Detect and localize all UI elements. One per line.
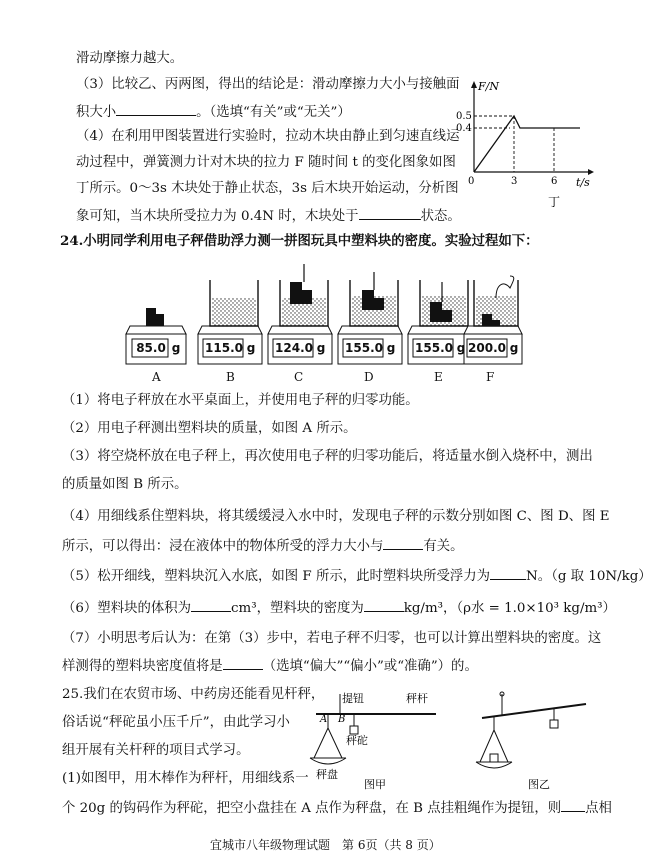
question-25-line bbox=[62, 798, 612, 818]
text-line: （4）在利用甲图装置进行实验时，拉动木块由静止到匀速直线运 bbox=[76, 129, 460, 144]
text-seg: 点相 bbox=[585, 801, 612, 816]
step-3: （3）将空烧杯放在电子秤上，再次使用电子秤的归零功能后，将适量水倒入烧杯中，测出 bbox=[62, 449, 593, 464]
answer-blank[interactable] bbox=[383, 536, 423, 550]
graph-xtick: 3 bbox=[511, 176, 518, 187]
step-3-cont: 的质量如图 B 所示。 bbox=[62, 477, 188, 492]
label-chenggan: 秤杆 bbox=[406, 692, 428, 705]
question-25-line: 组开展有关杆秤的项目式学习。 bbox=[62, 743, 250, 758]
page-footer: 宜城市八年级物理试题 第 6页（共 8 页） bbox=[210, 838, 441, 852]
step-7: （7）小明思考后认为：在第（3）步中，若电子秤不归零，也可以计算出塑料块的密度。这 bbox=[62, 631, 602, 646]
answer-blank[interactable] bbox=[223, 656, 263, 670]
answer-blank[interactable] bbox=[364, 598, 404, 612]
answer-blank[interactable] bbox=[359, 206, 421, 220]
text-seg: 有关。 bbox=[423, 539, 464, 554]
label-a: A bbox=[320, 714, 328, 725]
scale-d-label: D bbox=[364, 370, 374, 384]
graph-caption: 丁 bbox=[548, 195, 561, 209]
scale-e-label: E bbox=[434, 370, 443, 384]
scale-f-unit: g bbox=[509, 341, 519, 355]
answer-blank[interactable] bbox=[116, 102, 196, 116]
scale-d-reading: 155.0 bbox=[345, 341, 383, 355]
caption-yi: 图乙 bbox=[528, 778, 550, 791]
question-25: 25.我们在农贸市场、中药房还能看见杆秤， bbox=[62, 687, 325, 702]
figure-jia bbox=[310, 691, 436, 791]
text-seg: 。（选填“有关”或“无关”） bbox=[196, 105, 351, 120]
question-25-line: 俗话说“秤砣虽小压千斤”，由此学习小 bbox=[62, 715, 290, 730]
scale-c-reading: 124.0 bbox=[275, 341, 313, 355]
caption-jia: 图甲 bbox=[364, 778, 386, 791]
scale-c-unit: g bbox=[316, 341, 326, 355]
text-line: 滑动摩擦力越大。 bbox=[76, 51, 184, 66]
label-chengtuo: 秤砣 bbox=[346, 734, 368, 747]
text-seg: 样测得的塑料块密度值将是 bbox=[62, 659, 223, 674]
step-6 bbox=[62, 598, 616, 618]
scale-a-label: A bbox=[152, 370, 161, 384]
step-5 bbox=[62, 566, 652, 586]
label-chengpan: 秤盘 bbox=[316, 768, 338, 781]
graph-xtick: 0 bbox=[468, 176, 475, 187]
text-line bbox=[76, 206, 461, 226]
text-seg: （6）塑料块的体积为 bbox=[62, 601, 192, 616]
scale-b-unit: g bbox=[246, 341, 256, 355]
scale-b-reading: 115.0 bbox=[205, 341, 243, 355]
text-seg: 积大小 bbox=[76, 105, 117, 120]
scale-a-reading: 85.0 bbox=[136, 341, 166, 355]
label-b: B bbox=[338, 714, 346, 725]
text-seg: 个 20g 的钩码作为秤砣，把空小盘挂在 A 点作为秤盘，在 B 点挂粗绳作为提钮，则 bbox=[62, 801, 562, 816]
scale-b-label: B bbox=[226, 370, 235, 384]
label-tiniu: 提钮 bbox=[342, 692, 364, 705]
text-seg: （5）松开细线，塑料块沉入水底，如图 F 所示，此时塑料块所受浮力为 bbox=[62, 569, 491, 584]
text-line: 丁所示。0～3s 木块处于静止状态，3s 后木块开始运动，分析图 bbox=[76, 181, 459, 196]
graph-xtick: 6 bbox=[551, 176, 558, 187]
text-line bbox=[76, 102, 351, 122]
scale-e-reading: 155.0 bbox=[415, 341, 453, 355]
step-4-cont bbox=[62, 536, 464, 556]
text-seg: （选填“偏大”“偏小”或“准确”）的。 bbox=[262, 659, 478, 674]
question-24: 24.小明同学利用电子秤借助浮力测一拼图玩具中塑料块的密度。实验过程如下： bbox=[60, 233, 539, 249]
force-time-graph bbox=[448, 76, 598, 216]
scale-d-unit: g bbox=[386, 341, 396, 355]
scale-f-label: F bbox=[486, 370, 495, 384]
text-seg: kg/m³，（ρ水 = 1.0×10³ kg/m³） bbox=[403, 601, 616, 616]
text-seg: 象可知，当木块所受拉力为 0.4N 时，木块处于 bbox=[76, 209, 359, 224]
text-seg: cm³，塑料块的密度为 bbox=[231, 601, 364, 616]
answer-blank[interactable] bbox=[191, 598, 231, 612]
answer-blank[interactable] bbox=[490, 566, 526, 580]
text-line: 动过程中，弹簧测力计对木块的拉力 F 随时间 t 的变化图象如图 bbox=[76, 155, 456, 170]
scale-c-label: C bbox=[294, 370, 304, 384]
step-2: （2）用电子秤测出塑料块的质量，如图 A 所示。 bbox=[62, 421, 357, 436]
scales-illustration bbox=[124, 258, 524, 388]
step-4: （4）用细线系住塑料块，将其缓缓浸入水中时，发现电子秤的示数分别如图 C、图 D、图 E bbox=[62, 509, 610, 524]
figure-yi bbox=[476, 692, 586, 791]
text-seg: N。（g 取 10N/kg） bbox=[526, 569, 652, 584]
step-1: （1）将电子秤放在水平桌面上，并使用电子秤的归零功能。 bbox=[62, 393, 419, 408]
text-line: （3）比较乙、丙两图，得出的结论是：滑动摩擦力大小与接触面 bbox=[76, 77, 460, 92]
text-seg: 所示，可以得出：浸在液体中的物体所受的浮力大小与 bbox=[62, 539, 384, 554]
scale-f-reading: 200.0 bbox=[468, 341, 506, 355]
graph-ytick: 0.4 bbox=[456, 123, 472, 134]
scale-a-unit: g bbox=[171, 341, 181, 355]
graph-ytick: 0.5 bbox=[456, 111, 472, 122]
graph-xlabel: t/s bbox=[576, 176, 590, 189]
step-7-cont bbox=[62, 656, 478, 676]
graph-ylabel: F/N bbox=[478, 80, 499, 93]
steelyard-figures bbox=[306, 688, 606, 792]
scale-e-unit: g bbox=[456, 341, 466, 355]
scale-a bbox=[126, 308, 186, 364]
text-seg: 状态。 bbox=[420, 209, 461, 224]
answer-blank[interactable] bbox=[561, 798, 585, 812]
question-25-line: (1)如图甲，用木棒作为秤杆，用细线系一 bbox=[62, 771, 309, 786]
